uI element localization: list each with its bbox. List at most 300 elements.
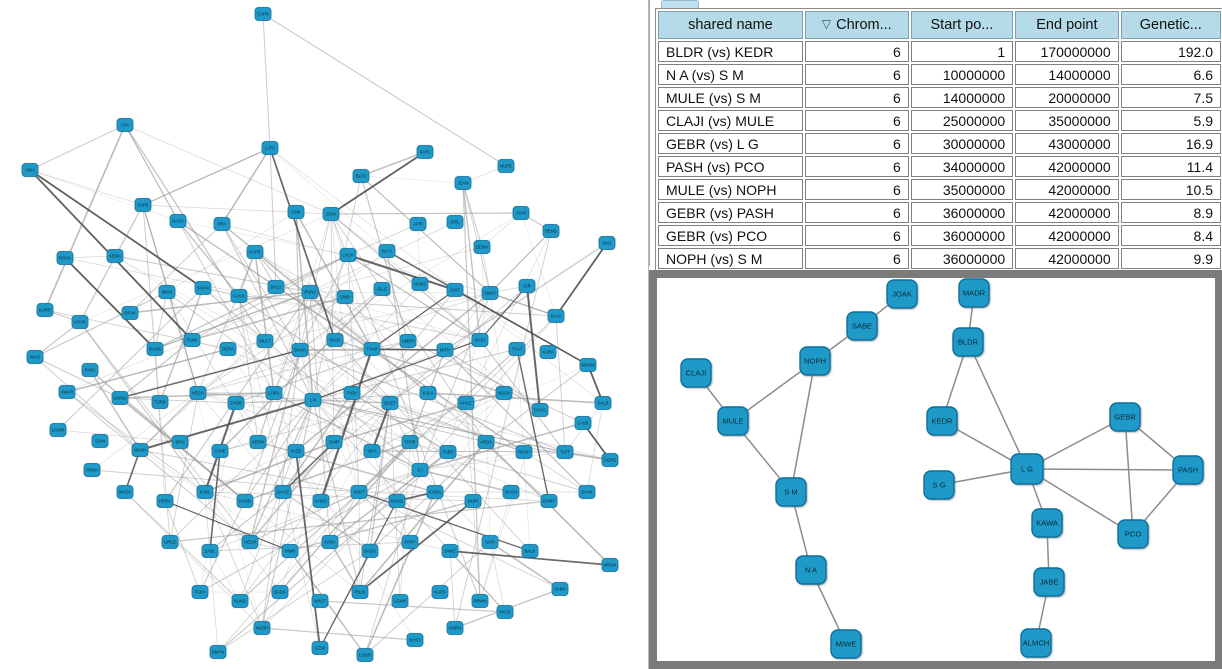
network-node[interactable] bbox=[496, 387, 512, 400]
table-cell[interactable]: GEBR (vs) PCO bbox=[658, 225, 803, 246]
network-edge bbox=[263, 14, 506, 166]
column-header-end-point[interactable]: End point bbox=[1015, 11, 1118, 39]
table-row[interactable] bbox=[658, 179, 1221, 200]
network-node[interactable] bbox=[254, 622, 270, 635]
network-node[interactable] bbox=[112, 392, 128, 405]
node-label: TAFT bbox=[559, 449, 571, 455]
node-label: KHUZ bbox=[460, 400, 472, 406]
network-node[interactable] bbox=[337, 291, 353, 304]
network-node[interactable] bbox=[482, 536, 498, 549]
network-node[interactable] bbox=[190, 387, 206, 400]
network-node[interactable] bbox=[458, 397, 474, 410]
column-header-chrom-[interactable]: ▽ Chrom... bbox=[805, 11, 909, 39]
node-label: AFRI bbox=[413, 221, 423, 227]
table-cell[interactable]: 7.5 bbox=[1121, 87, 1221, 108]
network-node[interactable] bbox=[437, 344, 453, 357]
node-label: TURB bbox=[154, 399, 166, 405]
network-node[interactable] bbox=[595, 397, 611, 410]
network-node[interactable] bbox=[157, 495, 173, 508]
network-node[interactable] bbox=[374, 283, 390, 296]
network-node[interactable] bbox=[352, 586, 368, 599]
network-node[interactable] bbox=[255, 8, 271, 21]
network-node[interactable] bbox=[27, 351, 43, 364]
network-node[interactable] bbox=[288, 206, 304, 219]
network-node-pash[interactable] bbox=[1173, 456, 1203, 484]
table-row[interactable] bbox=[658, 110, 1221, 131]
network-node[interactable] bbox=[364, 343, 380, 356]
table-cell[interactable]: 9.9 bbox=[1121, 248, 1221, 269]
network-node[interactable] bbox=[195, 282, 211, 295]
network-node[interactable] bbox=[214, 218, 230, 231]
table-cell[interactable]: 6 bbox=[805, 41, 909, 62]
network-node[interactable] bbox=[513, 207, 529, 220]
network-node[interactable] bbox=[192, 586, 208, 599]
table-cell[interactable]: 35000000 bbox=[911, 179, 1013, 200]
network-node[interactable] bbox=[159, 286, 175, 299]
network-node[interactable] bbox=[257, 335, 273, 348]
network-node[interactable] bbox=[442, 545, 458, 558]
table-cell[interactable]: 6 bbox=[805, 248, 909, 269]
network-node[interactable] bbox=[357, 649, 373, 662]
network-edge bbox=[359, 492, 360, 592]
node-label: BAHA bbox=[294, 347, 306, 353]
column-header-shared-name[interactable]: shared name bbox=[658, 11, 803, 39]
network-node-claji[interactable] bbox=[681, 359, 711, 387]
network-node[interactable] bbox=[552, 583, 568, 596]
node-label: KAPS bbox=[434, 589, 446, 595]
table-cell[interactable]: 35000000 bbox=[1015, 110, 1118, 131]
node-label: S I bbox=[417, 467, 423, 473]
network-node[interactable] bbox=[302, 286, 318, 299]
network-node[interactable] bbox=[170, 215, 186, 228]
network-node[interactable] bbox=[478, 436, 494, 449]
table-cell[interactable]: 6 bbox=[805, 110, 909, 131]
node-label: KURR bbox=[39, 307, 51, 313]
network-node[interactable] bbox=[379, 245, 395, 258]
node-label: MITH bbox=[439, 347, 451, 353]
node-label: HAPS bbox=[249, 249, 261, 255]
network-node[interactable] bbox=[503, 486, 519, 499]
network-node-n-a[interactable] bbox=[796, 556, 826, 584]
network-node-kawa[interactable] bbox=[1032, 509, 1062, 537]
network-node[interactable] bbox=[522, 545, 538, 558]
node-label: KUND bbox=[234, 598, 246, 604]
node-label: CAPS bbox=[257, 11, 269, 17]
network-node[interactable] bbox=[184, 334, 200, 347]
network-node[interactable] bbox=[392, 595, 408, 608]
node-label: ARDA bbox=[480, 439, 492, 445]
node-label: HUNZ bbox=[414, 281, 426, 287]
subnetwork-edge[interactable] bbox=[791, 361, 815, 492]
table-cell[interactable]: 42000000 bbox=[1015, 179, 1118, 200]
network-edge bbox=[331, 152, 425, 214]
network-node[interactable] bbox=[543, 225, 559, 238]
network-node[interactable] bbox=[212, 445, 228, 458]
network-node[interactable] bbox=[389, 495, 405, 508]
table-cell[interactable]: N A (vs) S M bbox=[658, 64, 803, 85]
table-row[interactable] bbox=[658, 156, 1221, 177]
table-cell[interactable]: 42000000 bbox=[1015, 202, 1118, 223]
table-cell[interactable]: BLDR (vs) KEDR bbox=[658, 41, 803, 62]
table-cell[interactable]: 5.9 bbox=[1121, 110, 1221, 131]
table-row[interactable] bbox=[658, 225, 1221, 246]
node-label: KHOS bbox=[315, 498, 327, 504]
network-node[interactable] bbox=[117, 119, 133, 132]
network-node[interactable] bbox=[412, 464, 428, 477]
node-label: NAG bbox=[602, 240, 612, 246]
network-node[interactable] bbox=[147, 343, 163, 356]
column-header-genetic-[interactable]: Genetic... bbox=[1121, 11, 1221, 39]
node-label: KAWA bbox=[1036, 518, 1058, 528]
network-node[interactable] bbox=[232, 595, 248, 608]
table-cell[interactable]: 8.9 bbox=[1121, 202, 1221, 223]
network-node[interactable] bbox=[410, 218, 426, 231]
node-label: GILG bbox=[376, 286, 388, 292]
node-label: FARA bbox=[324, 539, 336, 545]
network-node-s-m[interactable] bbox=[776, 478, 806, 506]
network-edge bbox=[361, 176, 463, 183]
node-label: PISH bbox=[347, 390, 357, 396]
network-node[interactable] bbox=[82, 364, 98, 377]
network-node[interactable] bbox=[275, 486, 291, 499]
node-label: PANJ bbox=[84, 367, 96, 373]
network-node[interactable] bbox=[362, 545, 378, 558]
node-label: FARY bbox=[404, 539, 416, 545]
table-cell[interactable]: 34000000 bbox=[911, 156, 1013, 177]
network-node[interactable] bbox=[117, 486, 133, 499]
network-node[interactable] bbox=[472, 595, 488, 608]
node-label: S M bbox=[784, 487, 798, 497]
node-label: URUZ bbox=[164, 539, 176, 545]
network-node[interactable] bbox=[602, 454, 618, 467]
network-node[interactable] bbox=[250, 436, 266, 449]
subnetwork-canvas[interactable] bbox=[657, 278, 1215, 661]
node-label: MAZA bbox=[119, 489, 131, 495]
table-cell[interactable]: 10000000 bbox=[911, 64, 1013, 85]
table-row[interactable] bbox=[658, 87, 1221, 108]
network-node[interactable] bbox=[172, 436, 188, 449]
network-node[interactable] bbox=[402, 536, 418, 549]
table-cell[interactable]: 8.4 bbox=[1121, 225, 1221, 246]
network-node[interactable] bbox=[72, 316, 88, 329]
network-node[interactable] bbox=[312, 595, 328, 608]
node-label: JABE bbox=[1039, 577, 1059, 587]
network-node[interactable] bbox=[427, 486, 443, 499]
node-label: BENG bbox=[545, 228, 557, 234]
network-node[interactable] bbox=[242, 536, 258, 549]
table-cell[interactable]: 6 bbox=[805, 225, 909, 246]
table-cell[interactable]: 192.0 bbox=[1121, 41, 1221, 62]
node-label: RASH bbox=[518, 449, 530, 455]
node-label: KATC bbox=[419, 149, 431, 155]
node-label: KHYB bbox=[74, 319, 86, 325]
network-node[interactable] bbox=[447, 284, 463, 297]
node-label: RAJA bbox=[329, 337, 341, 343]
network-node-joak[interactable] bbox=[887, 280, 917, 308]
network-node[interactable] bbox=[519, 280, 535, 293]
table-cell[interactable]: 11.4 bbox=[1121, 156, 1221, 177]
node-label: KABL bbox=[199, 489, 211, 495]
network-node[interactable] bbox=[197, 486, 213, 499]
network-node[interactable] bbox=[313, 495, 329, 508]
subnetwork-edge[interactable] bbox=[1125, 417, 1133, 534]
table-cell[interactable]: 14000000 bbox=[911, 87, 1013, 108]
network-node[interactable] bbox=[132, 444, 148, 457]
table-cell[interactable]: 6.6 bbox=[1121, 64, 1221, 85]
node-label: LORA bbox=[268, 390, 280, 396]
network-node[interactable] bbox=[107, 250, 123, 263]
table-cell[interactable]: 6 bbox=[805, 64, 909, 85]
table-cell[interactable]: 36000000 bbox=[911, 202, 1013, 223]
network-node[interactable] bbox=[135, 199, 151, 212]
table-cell[interactable]: 42000000 bbox=[1015, 225, 1118, 246]
network-edge bbox=[125, 125, 178, 221]
table-cell[interactable]: 6 bbox=[805, 156, 909, 177]
node-label: KHST bbox=[409, 637, 421, 643]
network-node[interactable] bbox=[268, 281, 284, 294]
network-node[interactable] bbox=[344, 387, 360, 400]
network-node[interactable] bbox=[447, 622, 463, 635]
network-node[interactable] bbox=[210, 646, 226, 659]
network-node[interactable] bbox=[417, 146, 433, 159]
network-node[interactable] bbox=[557, 446, 573, 459]
network-node[interactable] bbox=[37, 304, 53, 317]
network-node[interactable] bbox=[340, 249, 356, 262]
network-node[interactable] bbox=[323, 208, 339, 221]
network-node[interactable] bbox=[400, 335, 416, 348]
network-node[interactable] bbox=[231, 290, 247, 303]
network-node[interactable] bbox=[351, 486, 367, 499]
table-cell[interactable]: GEBR (vs) PASH bbox=[658, 202, 803, 223]
table-row[interactable] bbox=[658, 202, 1221, 223]
network-edge bbox=[30, 170, 203, 288]
network-node[interactable] bbox=[327, 334, 343, 347]
node-label: PKTK bbox=[499, 609, 511, 615]
network-node[interactable] bbox=[482, 287, 498, 300]
node-label: BANN bbox=[149, 346, 161, 352]
table-cell[interactable]: NOPH (vs) S M bbox=[658, 248, 803, 269]
network-node[interactable] bbox=[540, 346, 556, 359]
node-label: HERA bbox=[159, 498, 171, 504]
subnetwork-edge[interactable] bbox=[968, 342, 1027, 469]
node-label: KALA bbox=[422, 390, 434, 396]
network-node[interactable] bbox=[262, 142, 278, 155]
network-node-mule[interactable] bbox=[718, 407, 748, 435]
table-cell[interactable]: 30000000 bbox=[911, 133, 1013, 154]
node-label: QUET bbox=[384, 400, 396, 406]
table-cell[interactable]: 43000000 bbox=[1015, 133, 1118, 154]
node-label: PAKT bbox=[353, 489, 365, 495]
table-cell[interactable]: 36000000 bbox=[911, 225, 1013, 246]
network-node[interactable] bbox=[579, 486, 595, 499]
network-node[interactable] bbox=[474, 241, 490, 254]
network-edge bbox=[30, 125, 125, 170]
network-node[interactable] bbox=[312, 642, 328, 655]
table-cell[interactable]: 42000000 bbox=[1015, 248, 1118, 269]
node-label: LOGR bbox=[359, 652, 371, 658]
node-label: LGHM bbox=[51, 427, 65, 433]
network-edge bbox=[331, 214, 480, 340]
node-label: PUNJ bbox=[304, 289, 316, 295]
network-node[interactable] bbox=[122, 307, 138, 320]
node-label: SEMA bbox=[109, 253, 121, 259]
network-node[interactable] bbox=[220, 343, 236, 356]
network-node[interactable] bbox=[266, 387, 282, 400]
node-label: VINA bbox=[25, 167, 35, 173]
network-node[interactable] bbox=[472, 334, 488, 347]
node-label: MASH bbox=[133, 447, 147, 453]
node-label: KUNA bbox=[429, 489, 441, 495]
network-node[interactable] bbox=[455, 177, 471, 190]
table-cell[interactable]: 6 bbox=[805, 202, 909, 223]
network-node-almch[interactable] bbox=[1021, 629, 1051, 657]
network-node-noph[interactable] bbox=[800, 347, 830, 375]
node-label: SAIN bbox=[95, 438, 105, 444]
network-node[interactable] bbox=[382, 397, 398, 410]
network-node[interactable] bbox=[288, 445, 304, 458]
network-node[interactable] bbox=[305, 394, 321, 407]
network-node[interactable] bbox=[497, 606, 513, 619]
node-label: ZAHE bbox=[214, 448, 226, 454]
node-label: MULT bbox=[259, 338, 271, 344]
table-cell[interactable]: 42000000 bbox=[1015, 156, 1118, 177]
network-edge bbox=[155, 292, 167, 349]
network-node[interactable] bbox=[22, 164, 38, 177]
node-label: NIMR bbox=[284, 548, 296, 554]
network-node[interactable] bbox=[580, 359, 596, 372]
network-node[interactable] bbox=[432, 586, 448, 599]
node-label: SWAT bbox=[484, 290, 496, 296]
network-node[interactable] bbox=[402, 436, 418, 449]
table-cell[interactable]: 36000000 bbox=[911, 248, 1013, 269]
network-node-gebr[interactable] bbox=[1110, 403, 1140, 431]
table-cell[interactable]: 6 bbox=[805, 179, 909, 200]
node-label: JAWZ bbox=[444, 548, 456, 554]
network-node[interactable] bbox=[465, 495, 481, 508]
network-node[interactable] bbox=[541, 495, 557, 508]
table-row[interactable] bbox=[658, 41, 1221, 62]
table-cell[interactable]: 25000000 bbox=[911, 110, 1013, 131]
network-node[interactable] bbox=[237, 495, 253, 508]
table-cell[interactable]: 16.9 bbox=[1121, 133, 1221, 154]
node-label: AWAR bbox=[60, 389, 74, 395]
column-header-start-po-[interactable]: Start po... bbox=[911, 11, 1013, 39]
node-label: PNJS bbox=[354, 589, 366, 595]
network-node[interactable] bbox=[57, 252, 73, 265]
network-node-miwe[interactable] bbox=[831, 630, 861, 658]
network-node[interactable] bbox=[50, 424, 66, 437]
network-node[interactable] bbox=[498, 160, 514, 173]
node-label: BALK bbox=[524, 548, 536, 554]
node-label: THAT bbox=[511, 346, 523, 352]
network-node[interactable] bbox=[202, 545, 218, 558]
network-node[interactable] bbox=[364, 445, 380, 458]
network-node[interactable] bbox=[575, 417, 591, 430]
network-node[interactable] bbox=[272, 586, 288, 599]
network-node[interactable] bbox=[440, 446, 456, 459]
network-node[interactable] bbox=[326, 436, 342, 449]
network-edge bbox=[263, 14, 270, 148]
network-node[interactable] bbox=[602, 559, 618, 572]
node-label: WRDK bbox=[603, 562, 617, 568]
table-cell[interactable]: 10.5 bbox=[1121, 179, 1221, 200]
network-node-bldr[interactable] bbox=[953, 328, 983, 356]
table-cell[interactable]: GEBR (vs) L G bbox=[658, 133, 803, 154]
network-edge bbox=[125, 125, 331, 214]
network-node[interactable] bbox=[420, 387, 436, 400]
network-node[interactable] bbox=[92, 435, 108, 448]
network-node-pco[interactable] bbox=[1118, 520, 1148, 548]
network-node[interactable] bbox=[228, 397, 244, 410]
table-cell[interactable]: MULE (vs) S M bbox=[658, 87, 803, 108]
network-node[interactable] bbox=[447, 216, 463, 229]
table-toolbar-strip bbox=[650, 0, 1222, 8]
table-cell[interactable]: MULE (vs) NOPH bbox=[658, 179, 803, 200]
network-node[interactable] bbox=[532, 404, 548, 417]
network-node-kedr[interactable] bbox=[927, 407, 957, 435]
table-cell[interactable]: CLAJI (vs) MULE bbox=[658, 110, 803, 131]
node-label: BADA bbox=[274, 589, 286, 595]
network-node[interactable] bbox=[84, 464, 100, 477]
subnetwork-edge[interactable] bbox=[1027, 469, 1188, 470]
network-node[interactable] bbox=[152, 396, 168, 409]
table-cell[interactable]: 1 bbox=[911, 41, 1013, 62]
node-label: SARI bbox=[485, 539, 495, 545]
filter-icon[interactable]: ▽ bbox=[821, 17, 832, 31]
table-cell[interactable]: 6 bbox=[805, 87, 909, 108]
network-node-madr[interactable] bbox=[959, 279, 989, 307]
network-node[interactable] bbox=[599, 237, 615, 250]
node-label: ALMCH bbox=[1022, 638, 1050, 648]
network-node[interactable] bbox=[247, 246, 263, 259]
network-node[interactable] bbox=[548, 310, 564, 323]
node-label: JEAN bbox=[457, 180, 469, 186]
network-node[interactable] bbox=[412, 278, 428, 291]
node-label: DEWA bbox=[475, 244, 489, 250]
network-node[interactable] bbox=[162, 536, 178, 549]
table-cell[interactable]: 6 bbox=[805, 133, 909, 154]
network-node[interactable] bbox=[59, 386, 75, 399]
table-cell[interactable]: PASH (vs) PCO bbox=[658, 156, 803, 177]
network-node[interactable] bbox=[407, 634, 423, 647]
network-node-s-g[interactable] bbox=[924, 471, 954, 499]
subnetwork-panel[interactable] bbox=[649, 270, 1222, 669]
table-row[interactable] bbox=[658, 64, 1221, 85]
table-cell[interactable]: 170000000 bbox=[1015, 41, 1118, 62]
table-tab-fragment[interactable] bbox=[661, 0, 699, 8]
network-node[interactable] bbox=[282, 545, 298, 558]
table-cell[interactable]: 20000000 bbox=[1015, 87, 1118, 108]
table-row[interactable] bbox=[658, 133, 1221, 154]
node-label: N A bbox=[804, 565, 818, 575]
network-node[interactable] bbox=[516, 446, 532, 459]
network-node[interactable] bbox=[292, 344, 308, 357]
network-node-sabe[interactable] bbox=[847, 312, 877, 340]
table-row[interactable] bbox=[658, 248, 1221, 269]
network-node[interactable] bbox=[509, 343, 525, 356]
node-label: ZHOB bbox=[230, 400, 242, 406]
network-node[interactable] bbox=[353, 170, 369, 183]
table-cell[interactable]: 14000000 bbox=[1015, 64, 1118, 85]
network-node-jabe[interactable] bbox=[1034, 568, 1064, 596]
node-label: SRIL bbox=[450, 219, 460, 225]
node-label: KARA bbox=[542, 349, 554, 355]
node-label: BALU bbox=[270, 284, 282, 290]
network-node[interactable] bbox=[322, 536, 338, 549]
node-label: TEHR bbox=[404, 439, 416, 445]
network-node-l-g[interactable] bbox=[1011, 454, 1043, 484]
node-label: SABE bbox=[851, 321, 873, 331]
